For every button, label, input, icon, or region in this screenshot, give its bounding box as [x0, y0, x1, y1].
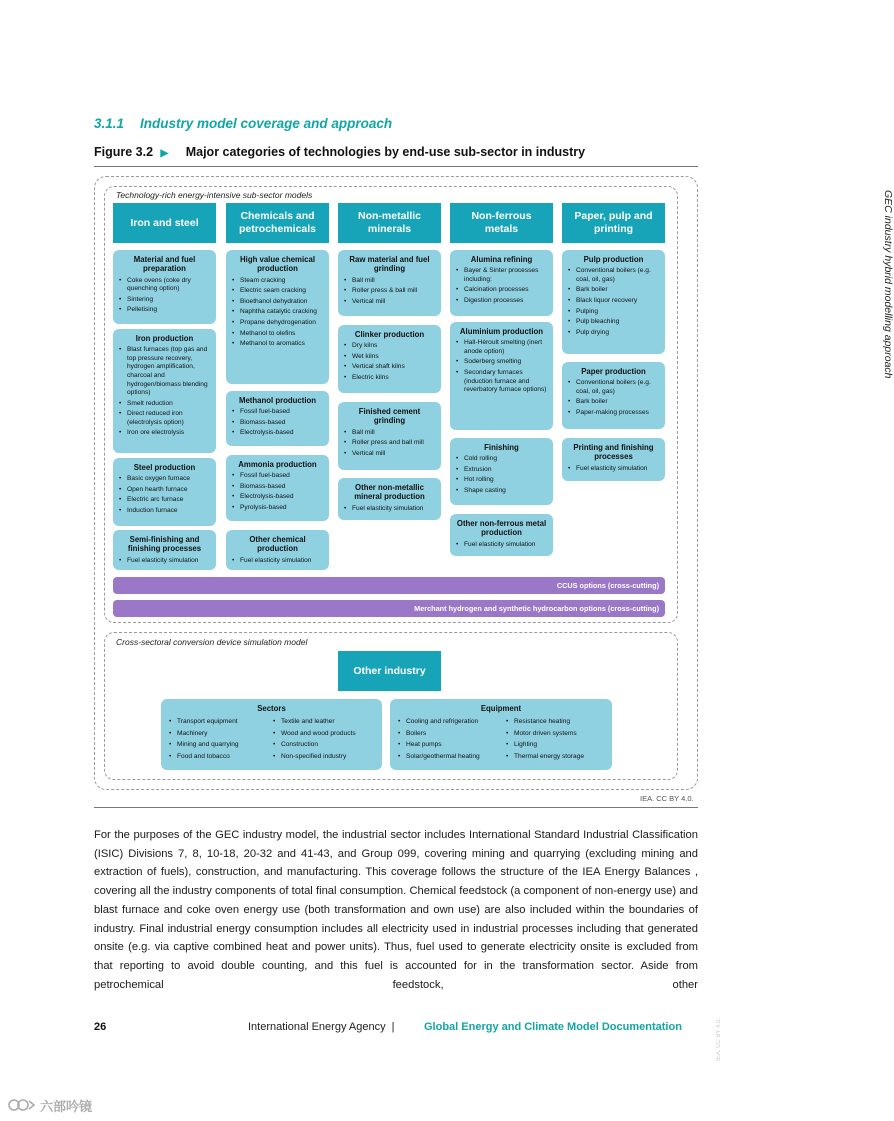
figure-label: Figure 3.2	[94, 145, 154, 159]
header-chemicals: Chemicals and petrochemicals	[226, 203, 329, 243]
box-iron-production: Iron production • Blast furnaces (top gas and top pressure recovery, hydrogen amplification, charcoal and hydrogen/biomass blending options) • Smelt reduction • Direct reduced iron (electrolysis option) • Iron ore electrolysis	[113, 329, 216, 453]
box-material-fuel-prep: Material and fuel preparation • Coke ovens (coke dry quenching option) • Sintering • Pelletising	[113, 250, 216, 324]
page-number: 26	[94, 1021, 107, 1033]
box-ammonia-production: Ammonia production • Fossil fuel-based • Biomass-based • Electrolysis-based • Pyrolysis-based	[226, 455, 329, 521]
band-ccus: CCUS options (cross-cutting)	[113, 577, 665, 594]
top-model-label: Technology-rich energy-intensive sub-sector models	[116, 190, 313, 200]
bottom-model-label: Cross-sectoral conversion device simulation model	[116, 637, 308, 647]
box-clinker-production: Clinker production • Dry kilns • Wet kilns • Vertical shaft kilns • Electric kilns	[338, 325, 441, 393]
box-equipment: Equipment • Cooling and refrigeration • Boilers • Heat pumps • Solar/geothermal heating • Resistance heating • Motor driven systems • Lighting • Thermal energy storage	[390, 699, 612, 770]
brand-logo-icon	[8, 1098, 36, 1112]
box-high-value-chemicals: High value chemical production • Steam cracking • Electric seam cracking • Bioethanol dehydration • Naphtha catalytic cracking • Propane dehydrogenation • Methanol to olefins • Methanol to aromatics	[226, 250, 329, 384]
figure-top-rule	[94, 166, 698, 167]
footer-doc-title: Global Energy and Climate Model Documentation	[424, 1021, 682, 1033]
box-alumina-refining: Alumina refining • Bayer & Sinter processes including: • Calcination processes • Digestion processes	[450, 250, 553, 316]
box-raw-material-grinding: Raw material and fuel grinding • Ball mill • Roller press & ball mill • Vertical mill	[338, 250, 441, 316]
box-finished-cement: Finished cement grinding • Ball mill • Roller press and ball mill • Vertical mill	[338, 402, 441, 470]
figure-bottom-rule	[94, 807, 698, 808]
figure-title: Major categories of technologies by end-use sub-sector in industry	[185, 145, 586, 159]
box-paper-production: Paper production • Conventional boilers (e.g. coal, oil, gas) • Bark boiler • Paper-making processes	[562, 362, 665, 429]
other-industry-header: Other industry	[338, 651, 441, 691]
brand-text: 六部吟镜	[40, 1098, 93, 1114]
box-pulp-production: Pulp production • Conventional boilers (e.g. coal, oil, gas) • Bark boiler • Black liquor recovery • Pulping • Pulp bleaching • Pulp drying	[562, 250, 665, 354]
header-paper-pulp: Paper, pulp and printing	[562, 203, 665, 243]
band-merchant-hydrogen: Merchant hydrogen and synthetic hydrocarbon options (cross-cutting)	[113, 600, 665, 617]
figure-caption	[94, 145, 585, 159]
figure-credit: IEA. CC BY 4.0.	[640, 794, 694, 803]
section-heading	[94, 116, 392, 131]
hybrid-approach-label: GEC industry hybrid modelling approach	[882, 190, 894, 379]
header-non-ferrous: Non-ferrous metals	[450, 203, 553, 243]
box-semi-finishing: Semi-finishing and finishing processes • Fuel elasticity simulation	[113, 530, 216, 570]
footer-separator: |	[391, 1021, 395, 1033]
header-iron-steel: Iron and steel	[113, 203, 216, 243]
box-other-chemical: Other chemical production • Fuel elasticity simulation	[226, 530, 329, 570]
header-non-metallic: Non-metallic minerals	[338, 203, 441, 243]
box-sectors: Sectors • Transport equipment • Machinery • Mining and quarrying • Food and tobacco • Textile and leather • Wood and wood products • Construction • Non-specified industry	[161, 699, 382, 770]
box-other-non-metallic: Other non-metallic mineral production • Fuel elasticity simulation	[338, 478, 441, 520]
box-printing-finishing: Printing and finishing processes • Fuel elasticity simulation	[562, 438, 665, 481]
brand-watermark	[8, 1094, 92, 1116]
side-watermark: IEA. CC BY 4.0.	[716, 1018, 722, 1061]
box-methanol-production: Methanol production • Fossil fuel-based • Biomass-based • Electrolysis-based	[226, 391, 329, 446]
body-paragraph: For the purposes of the GEC industry model, the industrial sector includes International Standard Industrial Classification (ISIC) Divisions 7, 8, 10-18, 20-32 and 41-43, and Group 099, covering mining and quarrying (excluding mining and extraction of fuels), construction, and manufacturing. This coverage follows the structure of the IEA Energy Balances , covering all the industry components of total final consumption. Chemical feedstock (a component of non-energy use) and blast furnace and coke oven energy use (both transformation and own use) are also included within the boundaries of industry. Final industrial energy consumption includes all electricity used in industrial processes including that generated onsite (e.g. via captive combined heat and power units). Thus, fuel used to generate electricity onsite is excluded from that reporting to avoid double counting, and this fuel is accounted for in the transformation sector. Aside from petrochemical feedstock, other	[94, 829, 698, 991]
box-other-non-ferrous: Other non-ferrous metal production • Fuel elasticity simulation	[450, 514, 553, 556]
box-steel-production: Steel production • Basic oxygen furnace • Open hearth furnace • Electric arc furnace • Induction furnace	[113, 458, 216, 526]
box-finishing: Finishing • Cold rolling • Extrusion • Hot rolling • Shape casting	[450, 438, 553, 505]
section-number: 3.1.1	[94, 116, 125, 131]
section-title: Industry model coverage and approach	[140, 116, 393, 131]
box-aluminium-production: Aluminium production • Hall-Héroult smelting (inert anode option) • Soderberg smelting • Secondary furnaces (induction furnace and reverbatory furnace options)	[450, 322, 553, 430]
footer-org-name: International Energy Agency	[248, 1021, 386, 1033]
footer-org	[248, 1021, 400, 1033]
caption-arrow-icon: ▶	[160, 148, 169, 159]
